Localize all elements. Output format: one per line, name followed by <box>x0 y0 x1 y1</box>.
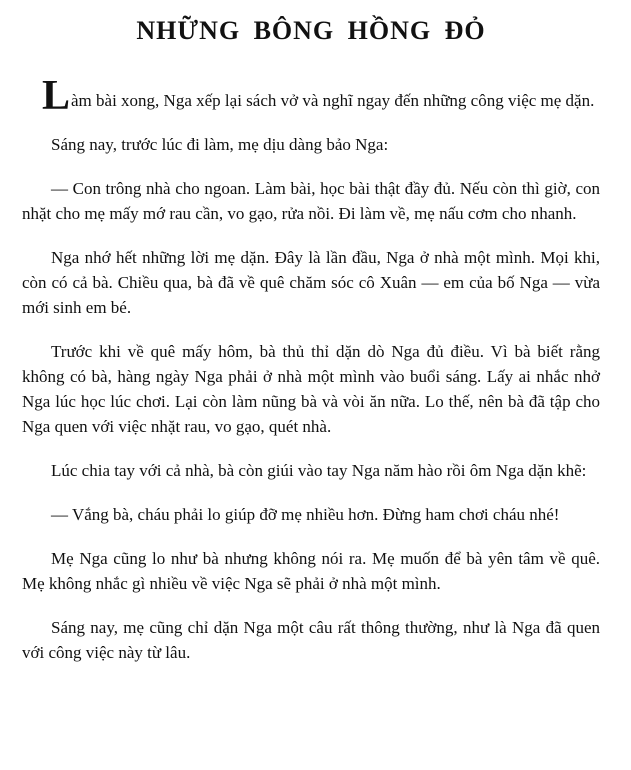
paragraph-2: Sáng nay, trước lúc đi làm, mẹ dịu dàng bảo Nga: <box>51 135 389 154</box>
drop-cap: L <box>42 73 71 119</box>
paragraph-7: — Vắng bà, cháu phải lo giúp đỡ mẹ nhiều hơn. Đừng ham chơi cháu nhé! <box>51 505 560 524</box>
paragraph-1 <box>22 73 600 119</box>
paragraph-8: Mẹ Nga cũng lo như bà nhưng không nói ra. Mẹ muốn để bà yên tâm về quê. Mẹ không nhắc gì nhiều về việc Nga sẽ phải ở nhà một mình. <box>22 549 600 593</box>
document-page <box>22 0 600 684</box>
story-title: NHỮNG BÔNG HỒNG ĐỎ <box>136 16 486 45</box>
story-body <box>22 73 600 665</box>
paragraph-9: Sáng nay, mẹ cũng chỉ dặn Nga một câu rất thông thường, như là Nga đã quen với công việc này từ lâu. <box>22 618 600 662</box>
paragraph-1-text: àm bài xong, Nga xếp lại sách vở và nghĩ ngay đến những công việc mẹ dặn. <box>71 91 595 110</box>
paragraph-6: Lúc chia tay với cả nhà, bà còn giúi vào tay Nga năm hào rồi ôm Nga dặn khẽ: <box>51 461 587 480</box>
paragraph-5: Trước khi về quê mấy hôm, bà thủ thỉ dặn dò Nga đủ điều. Vì bà biết rằng không có bà, hàng ngày Nga phải ở nhà một mình vào buổi sáng. Lấy ai nhắc nhở Nga lúc học lúc chơi. Lại còn làm nũng bà và vòi ăn nữa. Lo thế, nên bà đã tập cho Nga quen với việc nhặt rau, vo gạo, quét nhà. <box>22 342 600 436</box>
paragraph-3: — Con trông nhà cho ngoan. Làm bài, học bài thật đầy đủ. Nếu còn thì giờ, con nhặt cho mẹ mấy mớ rau cần, vo gạo, rửa nồi. Đi làm về, mẹ nấu cơm cho nhanh. <box>22 179 600 223</box>
paragraph-4: Nga nhớ hết những lời mẹ dặn. Đây là lần đầu, Nga ở nhà một mình. Mọi khi, còn có cả bà. Chiều qua, bà đã về quê chăm sóc cô Xuân — em của bố Nga — vừa mới sinh em bé. <box>22 248 600 317</box>
